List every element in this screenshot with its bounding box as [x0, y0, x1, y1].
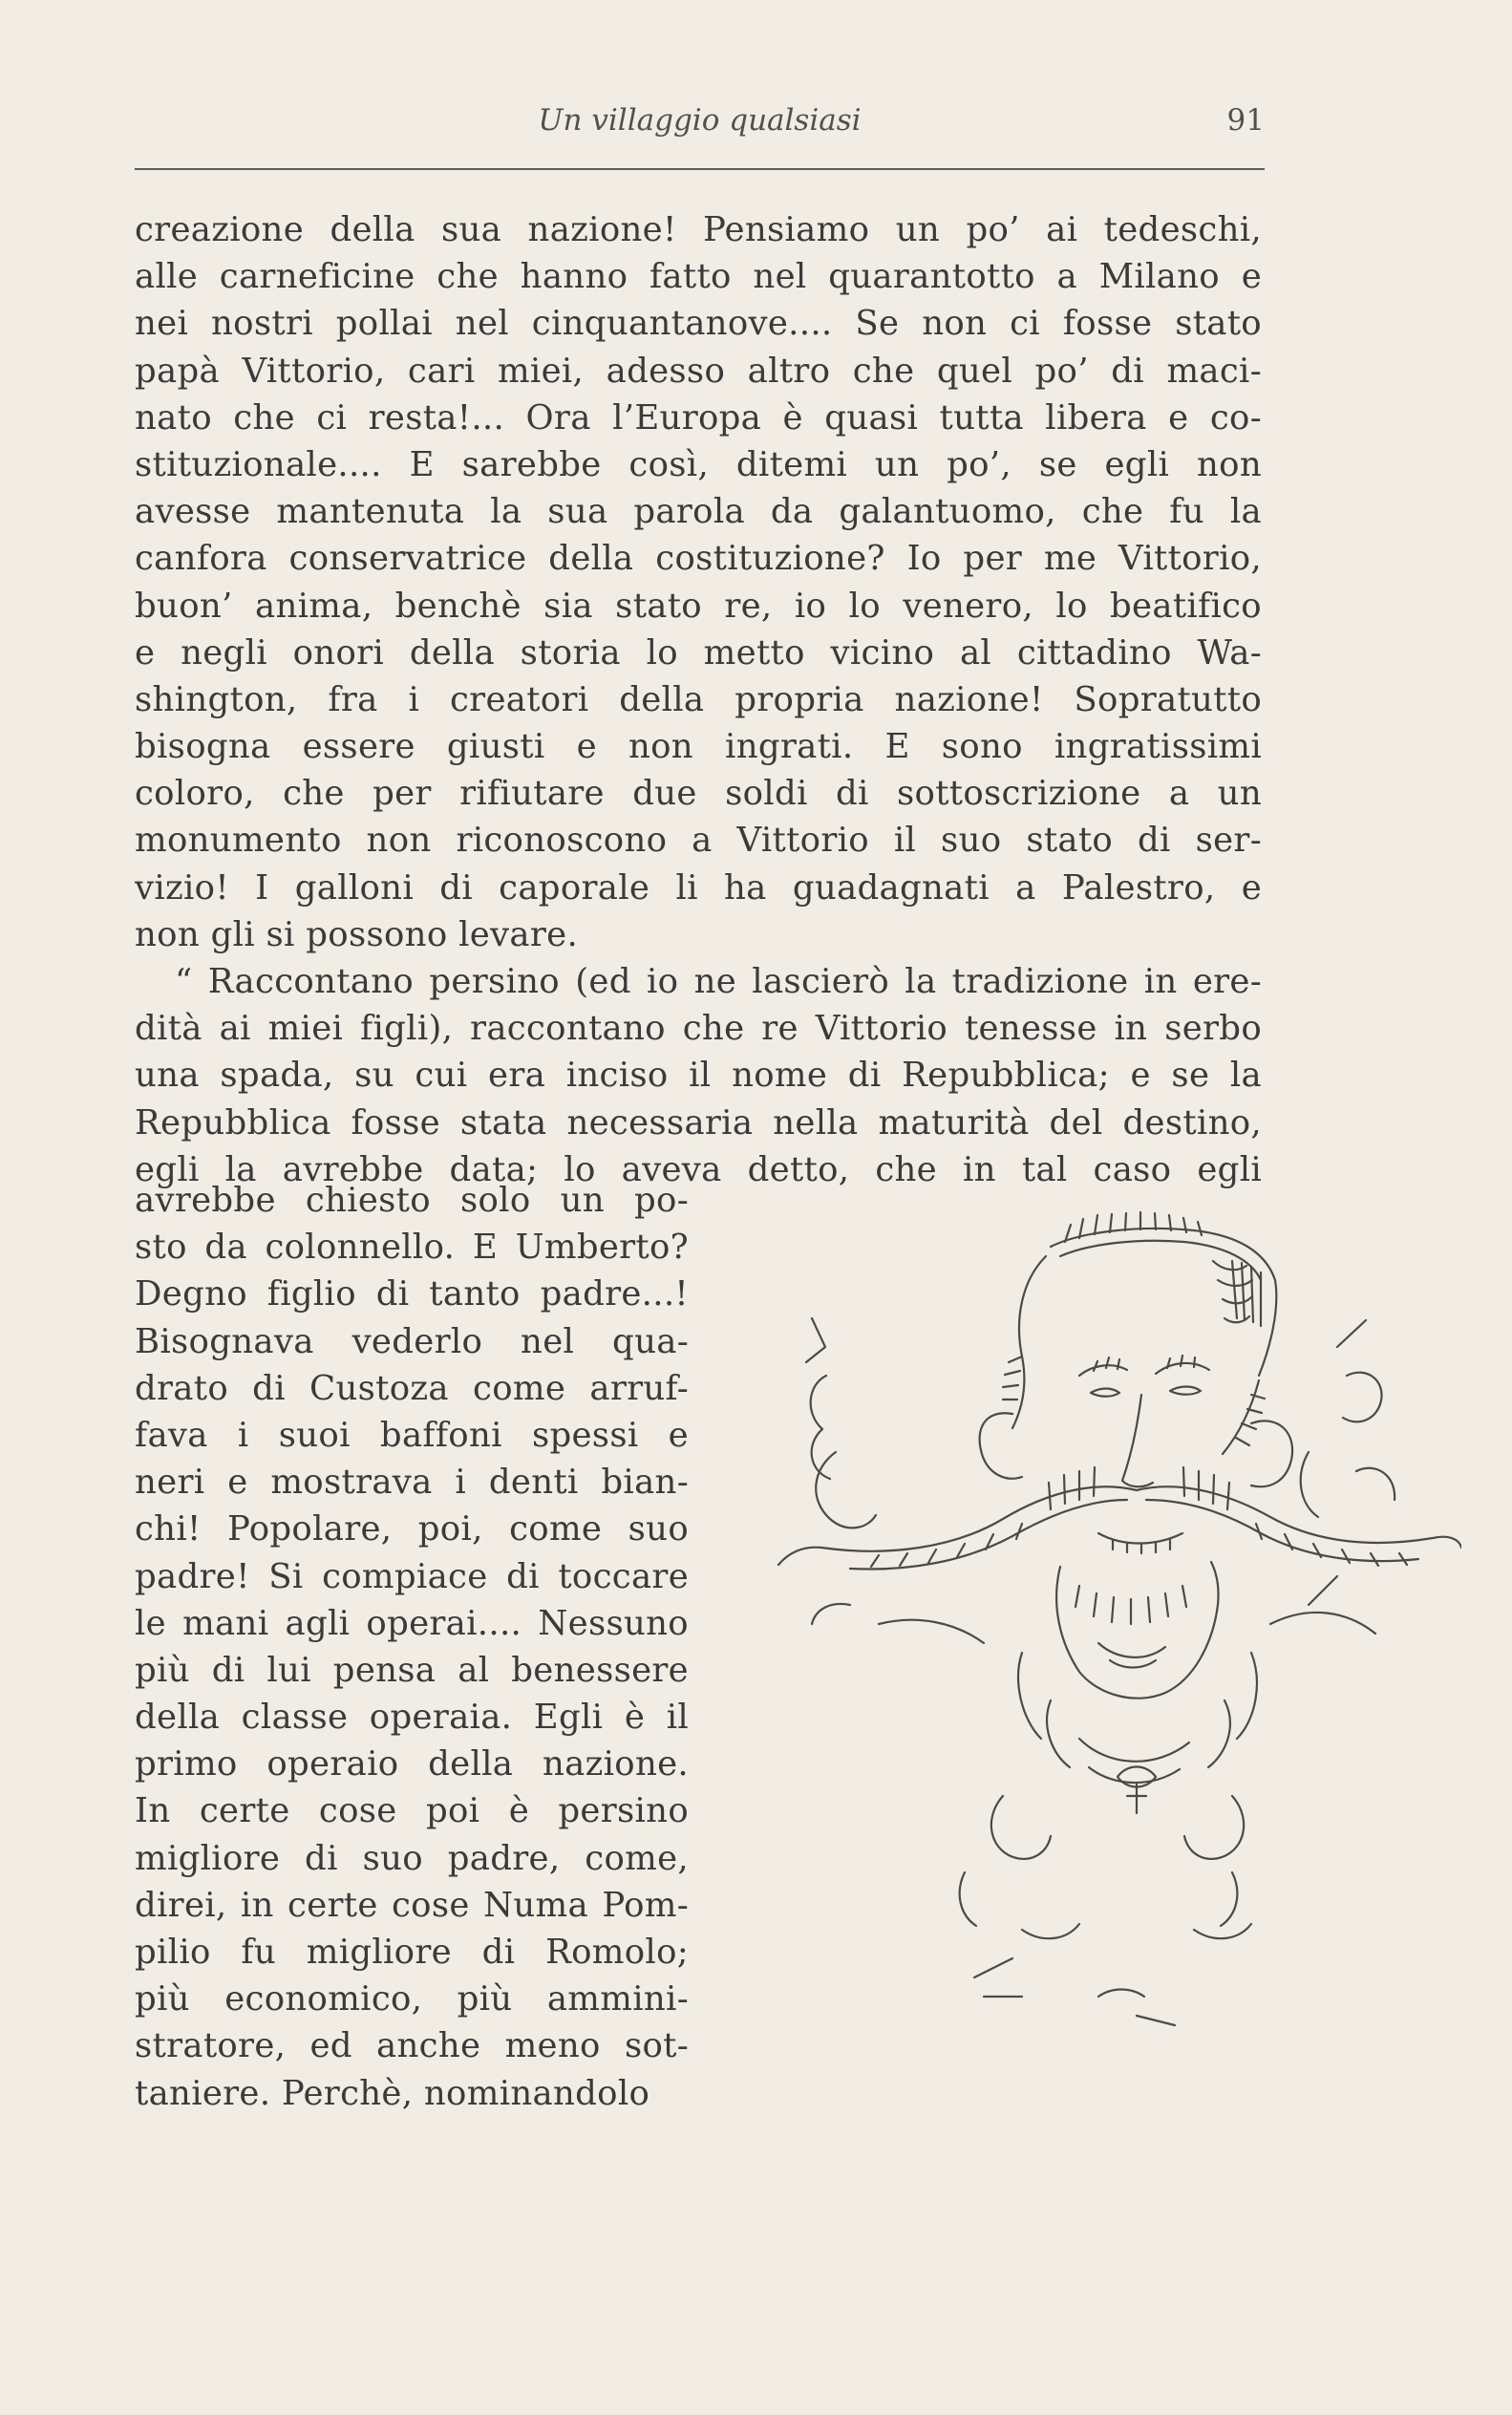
running-title: Un villaggio qualsiasi: [538, 103, 862, 138]
text-line: stituzionale.... E sarebbe così, ditemi un po’, se egli non: [135, 444, 1262, 484]
scribble-stroke: [816, 1452, 876, 1528]
text-line: drato di Custoza come arruf-: [135, 1368, 689, 1408]
text-line: Degno figlio di tanto padre...!: [135, 1274, 689, 1314]
text-line: alle carneficine che hanno fatto nel quarantotto a Milano e: [135, 257, 1262, 297]
moustache-stroke: [1146, 1500, 1418, 1561]
hair-stroke: [1232, 1261, 1261, 1326]
scribble-stroke: [974, 1958, 1175, 2025]
text-line: più di lui pensa al benessere: [135, 1650, 689, 1690]
mouth-stroke: [1098, 1533, 1182, 1553]
text-line: non gli si possono levare.: [135, 914, 579, 954]
eye-stroke: [1170, 1387, 1201, 1395]
medal-stroke: [1118, 1767, 1156, 1814]
text-line: avrebbe chiesto solo un po-: [135, 1181, 689, 1220]
scribble-stroke: [1337, 1320, 1382, 1421]
scribble-stroke: [812, 1604, 984, 1643]
text-line: buon’ anima, benchè sia stato re, io lo venero, lo beatifico: [135, 586, 1262, 626]
ear-stroke: [1251, 1421, 1292, 1486]
moustache-stroke: [1256, 1524, 1407, 1566]
text-line: bisogna essere giusti e non ingrati. E sono ingratissimi: [135, 727, 1262, 767]
collar-stroke: [1208, 1653, 1257, 1767]
face-outline: [1012, 1256, 1046, 1428]
text-line: neri e mostrava i denti bian-: [135, 1463, 689, 1503]
beard-stroke: [1056, 1562, 1218, 1699]
page-number: 91: [1226, 103, 1265, 138]
beard-stroke: [1098, 1643, 1165, 1668]
scribble-stroke: [1270, 1576, 1375, 1634]
collar-stroke: [1018, 1653, 1070, 1767]
text-line: le mani agli operai.... Nessuno: [135, 1603, 689, 1643]
text-line: Repubblica fosse stata necessaria nella maturità del destino,: [135, 1102, 1262, 1143]
eyebrow-stroke: [1156, 1356, 1209, 1374]
scribble-stroke: [806, 1318, 830, 1479]
header-rule: [135, 168, 1265, 170]
text-line: Bisognava vederlo nel qua-: [135, 1321, 689, 1361]
text-line: egli la avrebbe data; lo aveva detto, che in tal caso egli: [135, 1149, 1262, 1189]
scribble-stroke: [960, 1872, 1079, 1938]
text-line: nato che ci resta!... Ora l’Europa è quasi tutta libera e co-: [135, 397, 1262, 438]
text-line: nei nostri pollai nel cinquantanove.... Se non ci fosse stato: [135, 304, 1262, 344]
text-line: chi! Popolare, poi, come suo: [135, 1509, 689, 1549]
text-line: e negli onori della storia lo metto vicino al cittadino Wa-: [135, 632, 1262, 673]
nose-stroke: [1122, 1395, 1153, 1486]
text-line: papà Vittorio, cari miei, adesso altro che quel po’ di maci-: [135, 351, 1262, 391]
moustache-stroke: [850, 1500, 1127, 1570]
whisker-stroke: [1236, 1395, 1265, 1445]
text-line: stratore, ed anche meno sot-: [135, 2026, 689, 2066]
body-text-narrow: [135, 1177, 689, 2117]
text-line: “ Raccontano persino (ed io ne lascierò la tradizione in ere-: [175, 962, 1262, 1001]
text-line: avesse mantenuta la sua parola da galantuomo, che fu la: [135, 492, 1262, 532]
text-line: direi, in certe cose Numa Pom-: [135, 1885, 689, 1925]
running-header: [135, 97, 1265, 155]
text-line: fava i suoi baffoni spessi e: [135, 1415, 689, 1455]
scribble-stroke: [1194, 1872, 1251, 1938]
moustache-stroke: [778, 1486, 1137, 1565]
text-line: shington, fra i creatori della propria nazione! Sopratutto: [135, 679, 1262, 719]
text-line: padre! Si compiace di toccare: [135, 1556, 689, 1596]
text-line: monumento non riconoscono a Vittorio il suo stato di ser-: [135, 821, 1262, 861]
text-line: migliore di suo padre, come,: [135, 1838, 689, 1878]
scribble-stroke: [1301, 1452, 1395, 1517]
text-line: vizio! I galloni di caporale li ha guadagnati a Palestro, e: [135, 867, 1262, 908]
text-line: coloro, che per rifiutare due soldi di sottoscrizione a un: [135, 774, 1262, 814]
moustache-stroke: [1049, 1467, 1229, 1509]
text-line: una spada, su cui era inciso il nome di Repubblica; e se la: [135, 1056, 1262, 1096]
beard-stroke: [1075, 1586, 1186, 1624]
face-outline: [1223, 1380, 1259, 1454]
text-line: creazione della sua nazione! Pensiamo un po’ ai tedeschi,: [135, 210, 1262, 249]
hair-stroke: [1065, 1212, 1202, 1242]
text-line: canfora conservatrice della costituzione? Io per me Vittorio,: [135, 539, 1262, 579]
text-line: dità ai miei figli), raccontano che re Vittorio tenesse in serbo: [135, 1009, 1262, 1049]
body-text-full: [135, 206, 1262, 1193]
whisker-stroke: [1003, 1357, 1022, 1400]
eyebrow-stroke: [1079, 1357, 1127, 1376]
text-line: In certe cose poi è persino: [135, 1791, 689, 1831]
text-line: più economico, più ammini-: [135, 1979, 689, 2020]
scribble-stroke: [991, 1796, 1051, 1859]
scribble-stroke: [1184, 1796, 1244, 1859]
hair-stroke: [1060, 1241, 1261, 1280]
text-line: primo operaio della nazione.: [135, 1744, 689, 1785]
collar-stroke: [1079, 1739, 1189, 1783]
eye-stroke: [1091, 1389, 1119, 1397]
text-line: della classe operaia. Egli è il: [135, 1698, 689, 1738]
text-line: taniere. Perchè, nominandolo: [135, 2073, 650, 2113]
text-line: sto da colonnello. E Umberto?: [135, 1228, 689, 1268]
text-line: pilio fu migliore di Romolo;: [135, 1933, 689, 1972]
caricature-portrait-icon: [735, 1204, 1461, 2121]
